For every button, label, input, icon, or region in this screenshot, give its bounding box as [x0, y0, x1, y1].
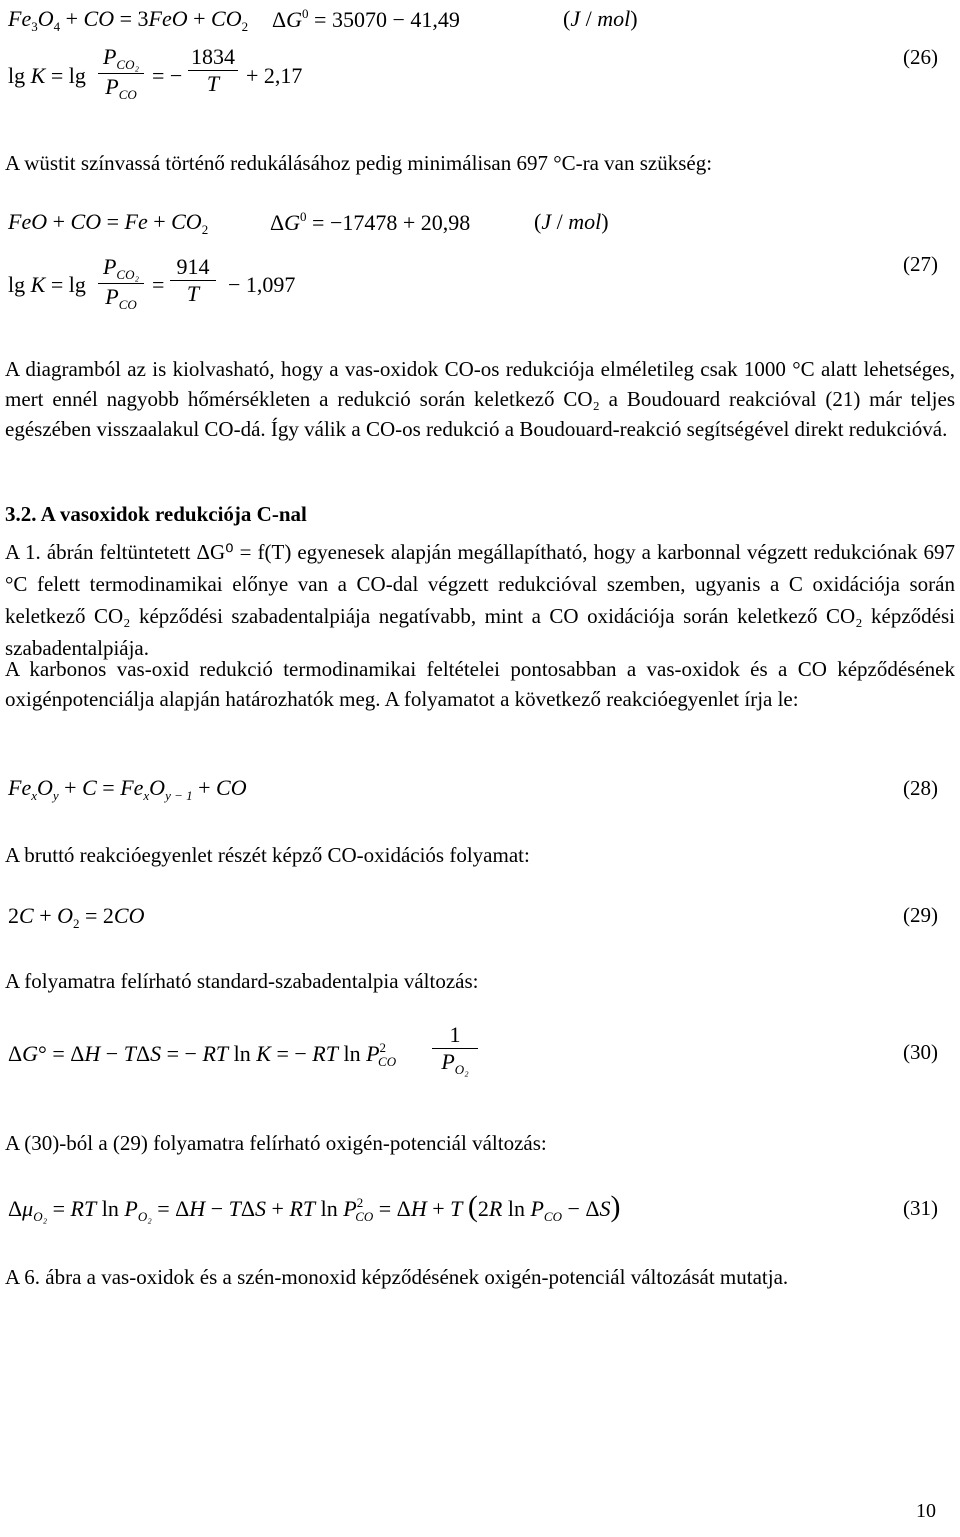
- equation-31-number: (31): [903, 1196, 938, 1220]
- equation-26-fraction-pressure: $P_{CO_2}$ $P_{CO}$: [98, 44, 144, 103]
- equation-27-tail: − 1,097: [228, 272, 296, 297]
- equation-26-equals: = −: [152, 63, 183, 88]
- equation-26-fraction-temp: 1834 T: [188, 44, 238, 97]
- equation-28: $Fe_xO_y + C = Fe_xO_{y - 1}$ + CO: [8, 775, 247, 803]
- equation-27-line1: FeO + CO = $Fe + CO_2$: [8, 209, 209, 237]
- paragraph-abra-1: A 1. ábrán feltüntetett ΔG⁰ = f(T) egyenesek alapján megállapítható, hogy a karbonnal végzett redukciónak 697 °C felett termodinamikai előnye van a CO-dal végzett redukcióval szemben, ugyanis a C oxidációja során keletkező CO₂ képződési szabadentalpiája negatívabb, mint a CO oxidációja során keletkező CO₂ képződési szabadentalpiája.: [5, 540, 955, 660]
- paragraph-karbonos: A karbonos vas-oxid redukció termodinamikai feltételei pontosabban a vas-oxidok és a CO képződésének oxigénpotenciálja alapján határozhatók meg. A folyamatot a következő reakcióegyenlet írja le:: [5, 657, 955, 711]
- equation-27-unit: (J / mol): [534, 209, 609, 234]
- equation-27-equals: =: [152, 272, 165, 297]
- paragraph-abra-6: A 6. ábra a vas-oxidok és a szén-monoxid képződésének oxigén-potenciál változását mutatja.: [5, 1265, 789, 1289]
- equation-27-fraction-pressure: $P_{CO_2}$ $P_{CO}$: [98, 254, 144, 313]
- paragraph-30-bol: A (30)-ból a (29) folyamatra felírható oxigén-potenciál változás:: [5, 1131, 547, 1155]
- paragraph-standard: A folyamatra felírható standard-szabadentalpia változás:: [5, 969, 479, 993]
- equation-27-number: (27): [903, 252, 938, 276]
- equation-26-dg: $\Delta G^0 = 35070 - 41,49$: [272, 6, 460, 32]
- equation-26-line1: $Fe_3O_4$ + CO = $3FeO + CO_2$: [8, 6, 249, 34]
- equation-27-lgk: lg K = lg: [8, 272, 86, 297]
- equation-27-dg: $\Delta G^0 = -17478 + 20,98$: [270, 209, 471, 235]
- paragraph-wustit: A wüstit színvassá történő redukálásához pedig minimálisan 697 °C-ra van szükség:: [5, 151, 713, 175]
- equation-30: ΔG° = ΔH − TΔS = − RT ln K = − RT $\ln P^2_{CO}$: [8, 1040, 397, 1069]
- equation-26-unit: (J / mol): [563, 6, 638, 31]
- equation-29: $2C + O_2 = 2CO$: [8, 903, 145, 931]
- page-number: 10: [916, 1500, 936, 1522]
- section-heading: 3.2. A vasoxidok redukciója C-nal: [5, 502, 307, 526]
- equation-26-tail: + 2,17: [246, 63, 303, 88]
- equation-27-fraction-temp: 914 T: [170, 254, 216, 307]
- equation-26-number: (26): [903, 45, 938, 69]
- equation-31: $\Delta\mu_{O_2}$ = RT $\ln P_{O_2} = \Delta H - T\Delta S$ + RT $\ln P^2_{CO} = \Delta H + T$ (2R $\ln P_{CO} - \Delta S$): [8, 1190, 621, 1224]
- paragraph-brutto: A bruttó reakcióegyenlet részét képző CO-oxidációs folyamat:: [5, 843, 530, 867]
- equation-28-number: (28): [903, 776, 938, 800]
- equation-30-number: (30): [903, 1040, 938, 1064]
- paragraph-diagram: A diagramból az is kiolvasható, hogy a vas-oxidok CO-os redukciója elméletileg csak 1000 °C alatt lehetséges, mert ennél nagyobb hőmérsékleten a redukció során keletkező CO₂ a Boudouard reakcióval (21) már teljes egészében visszaalakul CO-dá. Így válik a CO-os redukció a Boudouard-reakció segítségével direkt redukcióvá.: [5, 357, 955, 441]
- equation-26-lgk: lg K = lg: [8, 63, 86, 88]
- equation-29-number: (29): [903, 903, 938, 927]
- equation-30-fraction: 1 $P_{O_2}$: [432, 1022, 478, 1078]
